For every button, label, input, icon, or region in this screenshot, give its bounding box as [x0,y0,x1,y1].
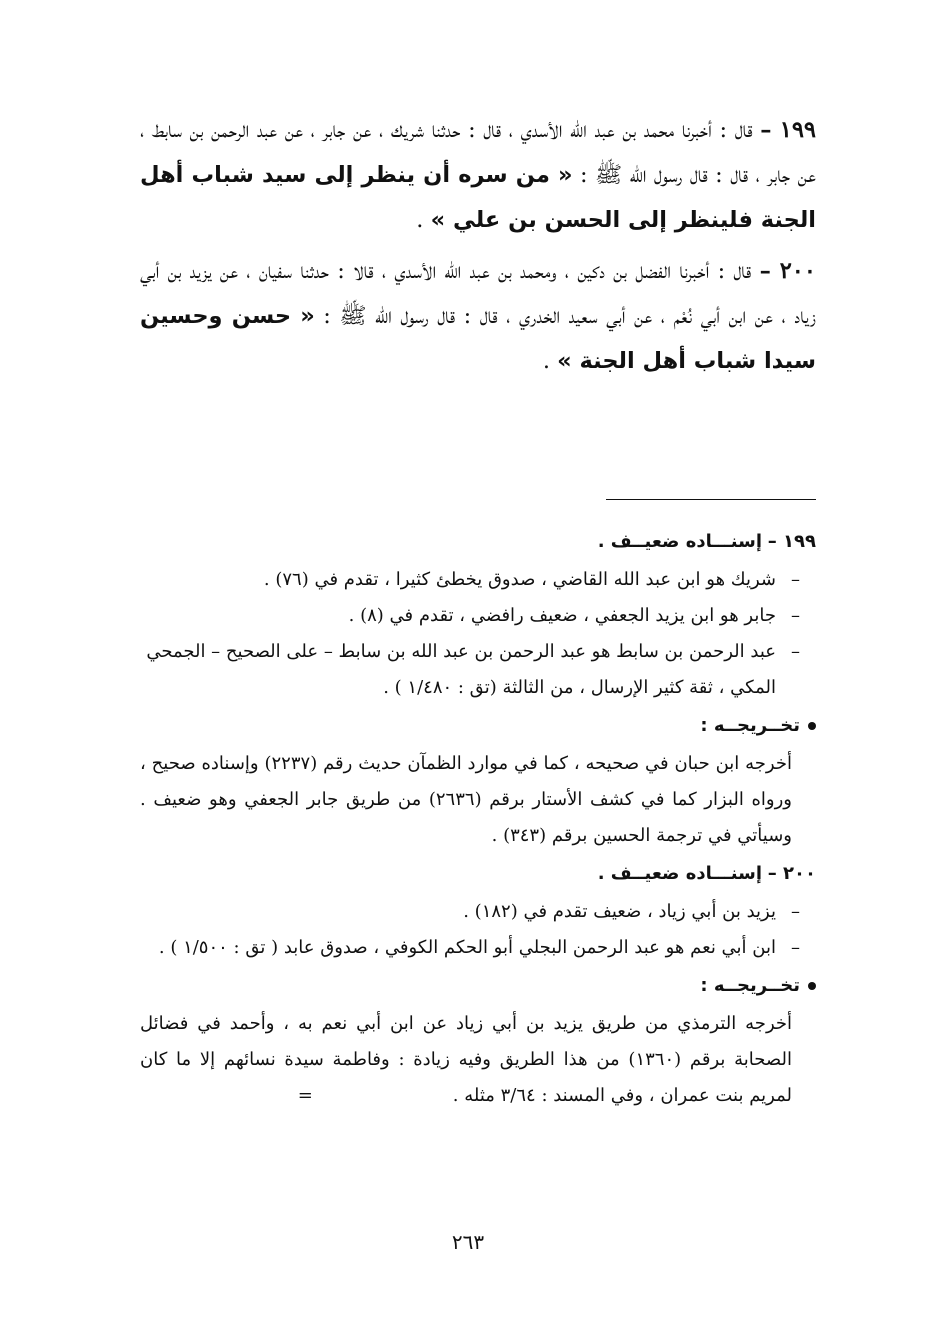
takhrij-label-end: : [700,975,714,996]
page-number: ٢٦٣ [451,1230,485,1254]
note-title-end: . [597,531,611,552]
footnotes [140,522,816,1114]
list-item: – يزيد بن أبي زياد ، ضعيف تقدم في (١٨٢) . [463,901,800,922]
list-item-text: ابن أبي نعم هو عبد الرحمن البجلي أبو الحكم الكوفي ، صدوق عابد ( تق : ١/٥٠٠ ) . [158,937,776,958]
note-199-header [140,522,816,562]
hadith-text: قال : أخبرنا الفضل بن دكين ، ومحمد بن عبد الله الأسدي ، قالا : حدثنا سفيان ، عن يزيد بن أبي زياد ، عن ابن أبي نُعْم ، عن أبي سعيد الخدري ، قال : قال رسول الله ﷺ : [140,258,817,329]
hadith-number: ٢٠٠ – [759,258,816,284]
takhrij-200-header [140,966,816,1006]
takhrij-label-end: : [700,715,714,736]
note-title: إسنـــاده ضعيــف [610,531,763,552]
note-number: ١٩٩ – [767,531,816,552]
note-200-header [140,854,816,894]
note-title: إسنـــاده ضعيــف [610,863,763,884]
list-item-text: شريك هو ابن عبد الله القاضي ، صدوق يخطئ كثيرا ، تقدم في (٧٦) . [263,569,776,590]
hadith-text: قال : أخبرنا محمد بن عبد الله الأسدي ، قال : حدثنا شريك ، عن جابر ، عن عبد الرحمن بن سابط ، عن جابر ، قال : قال رسول الله ﷺ : [140,117,817,188]
hadith-end: . [542,348,558,374]
takhrij-199-header [140,706,816,746]
takhrij-label: تخــريجــه [713,715,800,736]
list-item: – جابر هو ابن يزيد الجعفي ، ضعيف رافضي ، تقدم في (٨) . [348,605,800,626]
hadith-200 [140,249,816,384]
note-title-end: . [597,863,611,884]
continuation-mark: = [297,1085,313,1106]
hadith-end: . [416,207,431,233]
takhrij-label: تخــريجــه [713,975,800,996]
list-item: – عبد الرحمن بن سابط هو عبد الرحمن بن عبد الله بن سابط – على الصحيح – الجمحي المكي ، ثقة كثير الإرسال ، من الثالثة (تق : ١/٤٨٠ ) . [146,641,800,698]
bullet-icon [808,982,816,990]
list-item-text: عبد الرحمن بن سابط هو عبد الرحمن بن عبد الله بن سابط – على الصحيح – الجمحي المكي ، ثقة كثير الإرسال ، من الثالثة (تق : ١/٤٨٠ ) . [146,641,776,698]
hadith-quote: « من سره أن ينظر إلى سيد شباب أهل الجنة فلينظر إلى الحسن بن علي » [140,162,816,233]
footnote-divider [606,499,816,500]
note-number: ٢٠٠ – [767,863,816,884]
main-text [140,108,816,390]
takhrij-199-text: أخرجه ابن حبان في صحيحه ، كما في موارد الظمآن حديث رقم (٢٢٣٧) وإسناده صحيح ، ورواه البزار كما في كشف الأستار برقم (٢٦٣٦) من طريق جابر الجعفي وهو ضعيف . وسيأتي في ترجمة الحسين برقم (٣٤٣) . [140,753,792,846]
note-200-list [140,894,816,966]
hadith-number: ١٩٩ – [760,117,816,143]
list-item-text: جابر هو ابن يزيد الجعفي ، ضعيف رافضي ، تقدم في (٨) . [348,605,776,626]
list-item-text: يزيد بن أبي زياد ، ضعيف تقدم في (١٨٢) . [463,901,776,922]
takhrij-text: أخرجه الترمذي من طريق يزيد بن أبي زياد عن ابن أبي نعم به ، وأحمد في فضائل الصحابة برقم (١٣٦٠) من هذا الطريق وفيه زيادة : وفاطمة سيدة نسائهم إلا ما كان لمريم بنت عمران ، وفي المسند : ٣/٦٤ مثله . [140,1013,792,1106]
list-item: – ابن أبي نعم هو عبد الرحمن البجلي أبو الحكم الكوفي ، صدوق عابد ( تق : ١/٥٠٠ ) . [158,937,800,958]
list-item: – شريك هو ابن عبد الله القاضي ، صدوق يخطئ كثيرا ، تقدم في (٧٦) . [263,569,800,590]
bullet-icon [808,722,816,730]
note-199-list [140,562,816,706]
takhrij-200-text [140,1006,816,1114]
hadith-quote: « حسن وحسين سيدا شباب أهل الجنة » [140,303,816,374]
hadith-199 [140,108,816,243]
